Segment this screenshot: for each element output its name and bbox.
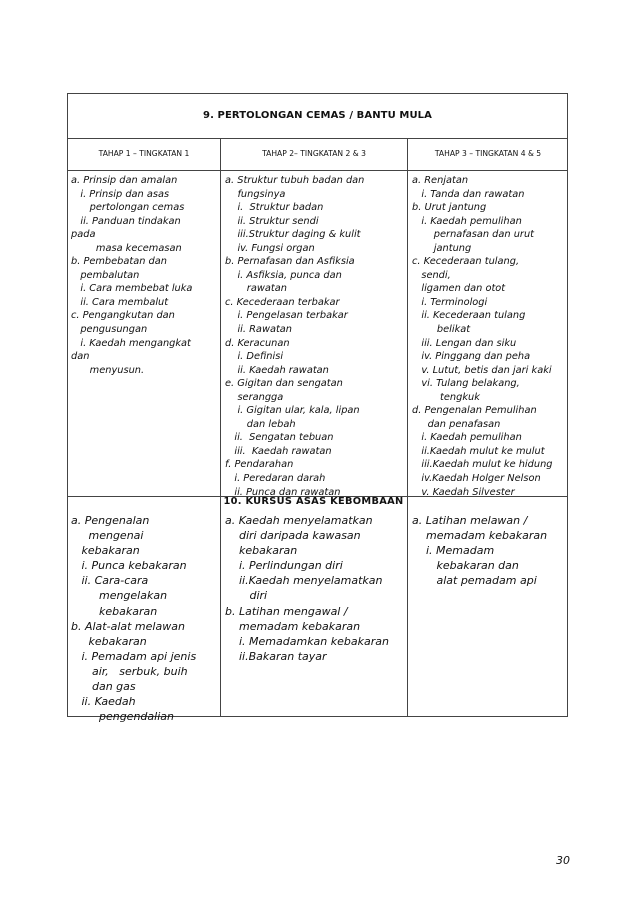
stage-1-syllabus xyxy=(71,174,192,377)
syllabus-line: i. Terminologi xyxy=(412,296,488,308)
syllabus-line: sendi, xyxy=(412,269,451,281)
syllabus-line: c. Kecederaan tulang, xyxy=(412,256,520,268)
syllabus-line: alat pemadam api xyxy=(412,574,537,588)
syllabus-table xyxy=(67,93,568,724)
syllabus-line: diri daripada kawasan xyxy=(225,529,361,543)
syllabus-line: tengkuk xyxy=(412,391,480,403)
syllabus-line: a. Struktur tubuh badan dan xyxy=(225,175,365,186)
syllabus-line: ii. Struktur sendi xyxy=(225,215,319,227)
syllabus-line: v. Kaedah Silvester xyxy=(412,486,515,498)
syllabus-line: iii.Struktur daging & kulit xyxy=(225,229,361,241)
syllabus-line: pengendalian xyxy=(71,710,174,724)
syllabus-line: e. Gigitan dan sengatan xyxy=(225,378,343,390)
syllabus-line: pengusungan xyxy=(71,324,148,336)
syllabus-line: i. Punca kebakaran xyxy=(71,559,187,573)
syllabus-line: iii.Kaedah mulut ke hidung xyxy=(412,459,553,471)
syllabus-line: jantung xyxy=(412,242,472,254)
syllabus-line: mengelakan xyxy=(71,589,168,603)
syllabus-line: i. Pengelasan terbakar xyxy=(225,310,348,322)
syllabus-line: iii. Kaedah rawatan xyxy=(225,445,332,457)
syllabus-line: ii. Punca dan rawatan xyxy=(225,486,341,498)
stage-header-3: TAHAP 3 – TINGKATAN 4 & 5 xyxy=(434,149,542,158)
syllabus-line: ii.Bakaran tayar xyxy=(225,649,327,663)
syllabus-line: c. Pengangkutan dan xyxy=(71,310,175,322)
syllabus-line: ii. Sengatan tebuan xyxy=(225,432,334,444)
syllabus-line: ii.Kaedah menyelamatkan xyxy=(225,574,383,588)
syllabus-line: serangga xyxy=(225,391,284,403)
syllabus-line: i. Tanda dan rawatan xyxy=(412,188,525,200)
syllabus-line: i. Definisi xyxy=(225,351,284,363)
syllabus-line: ii. Cara-cara xyxy=(71,574,149,588)
section-title-first-aid: 9. PERTOLONGAN CEMAS / BANTU MULA xyxy=(203,110,432,121)
syllabus-line: mengenai xyxy=(71,529,144,543)
syllabus-line: kebakaran xyxy=(225,544,298,558)
syllabus-line: memadam kebakaran xyxy=(225,619,361,633)
divider xyxy=(68,170,567,171)
divider xyxy=(220,138,221,717)
stage-2-syllabus xyxy=(225,174,364,499)
syllabus-line: c. Kecederaan terbakar xyxy=(225,296,340,308)
syllabus-line: i. Struktur badan xyxy=(225,202,324,214)
syllabus-line: memadam kebakaran xyxy=(412,529,548,543)
syllabus-line: ii. Cara membalut xyxy=(71,296,169,308)
syllabus-line: iv. Fungsi organ xyxy=(225,242,315,254)
syllabus-line: d. Keracunan xyxy=(225,337,290,349)
syllabus-line: diri xyxy=(225,589,268,603)
divider xyxy=(407,138,408,717)
syllabus-line: fungsinya xyxy=(225,188,286,200)
syllabus-line: i. Asfiksia, punca dan xyxy=(225,269,342,281)
page-number: 30 xyxy=(556,854,570,867)
syllabus-line: kebakaran xyxy=(71,634,147,648)
syllabus-line: b. Pembebatan dan xyxy=(71,256,167,268)
syllabus-line: dan gas xyxy=(71,680,136,694)
syllabus-line: i. Pemadam api jenis xyxy=(71,649,197,663)
syllabus-line: kebakaran xyxy=(71,544,140,558)
syllabus-line: i. Kaedah mengangkat xyxy=(71,337,191,349)
fire-stage-1-syllabus xyxy=(71,513,196,724)
syllabus-line: b. Latihan mengawal / xyxy=(225,604,348,618)
syllabus-line: a. Renjatan xyxy=(412,175,469,186)
syllabus-line: ii. Panduan tindakan xyxy=(71,215,181,227)
fire-stage-2-syllabus xyxy=(225,513,389,664)
syllabus-line: kebakaran xyxy=(71,604,158,618)
syllabus-line: masa kecemasan xyxy=(71,242,182,254)
syllabus-line: i. Memadam xyxy=(412,544,495,558)
syllabus-line: vi. Tulang belakang, xyxy=(412,378,520,390)
divider xyxy=(68,138,567,139)
syllabus-line: i. Kaedah pemulihan xyxy=(412,215,522,227)
syllabus-line: iv.Kaedah Holger Nelson xyxy=(412,473,541,485)
stage-header-1: TAHAP 1 – TINGKATAN 1 xyxy=(98,149,190,158)
syllabus-line: ligamen dan otot xyxy=(412,283,506,295)
syllabus-line: rawatan xyxy=(225,283,287,295)
syllabus-line: iv. Pinggang dan peha xyxy=(412,351,531,363)
syllabus-line: pertolongan cemas xyxy=(71,202,185,214)
syllabus-line: b. Alat-alat melawan xyxy=(71,619,185,633)
stage-header-2: TAHAP 2– TINGKATAN 2 & 3 xyxy=(262,149,366,158)
syllabus-line: kebakaran dan xyxy=(412,559,519,573)
syllabus-line: v. Lutut, betis dan jari kaki xyxy=(412,364,552,376)
syllabus-line: belikat xyxy=(412,324,471,336)
syllabus-line: b. Urut jantung xyxy=(412,202,487,214)
syllabus-line: pernafasan dan urut xyxy=(412,229,535,241)
syllabus-line: iii. Lengan dan siku xyxy=(412,337,517,349)
syllabus-line: i. Prinsip dan asas xyxy=(71,188,170,200)
section-title-fire-course: 10. KURSUS ASAS KEBOMBAAN xyxy=(223,496,404,507)
syllabus-line: air, serbuk, buih xyxy=(71,664,188,678)
syllabus-line: ii. Rawatan xyxy=(225,324,293,336)
syllabus-line: a. Latihan melawan / xyxy=(412,514,528,527)
stage-3-syllabus xyxy=(412,174,553,499)
syllabus-line: ii. Kecederaan tulang xyxy=(412,310,526,322)
syllabus-line: dan xyxy=(71,351,90,363)
syllabus-line: a. Kaedah menyelamatkan xyxy=(225,514,373,527)
syllabus-line: i. Perlindungan diri xyxy=(225,559,343,573)
syllabus-line: f. Pendarahan xyxy=(225,459,294,471)
syllabus-line: ii. Kaedah xyxy=(71,695,136,709)
syllabus-line: i. Memadamkan kebakaran xyxy=(225,634,389,648)
syllabus-line: i. Cara membebat luka xyxy=(71,283,193,295)
syllabus-line: pembalutan xyxy=(71,269,140,281)
syllabus-line: i. Gigitan ular, kala, lipan xyxy=(225,405,360,417)
syllabus-line: menyusun. xyxy=(71,364,145,376)
syllabus-line: ii.Kaedah mulut ke mulut xyxy=(412,445,545,457)
syllabus-line: a. Pengenalan xyxy=(71,514,150,527)
syllabus-line: dan lebah xyxy=(225,418,296,430)
syllabus-line: b. Pernafasan dan Asfiksia xyxy=(225,256,355,268)
fire-stage-3-syllabus xyxy=(412,513,547,588)
syllabus-line: a. Prinsip dan amalan xyxy=(71,175,178,186)
syllabus-line: ii. Kaedah rawatan xyxy=(225,364,329,376)
syllabus-line: i. Kaedah pemulihan xyxy=(412,432,522,444)
syllabus-line: i. Peredaran darah xyxy=(225,473,326,485)
syllabus-line: pada xyxy=(71,229,96,241)
syllabus-line: dan penafasan xyxy=(412,418,501,430)
syllabus-line: d. Pengenalan Pemulihan xyxy=(412,405,537,417)
